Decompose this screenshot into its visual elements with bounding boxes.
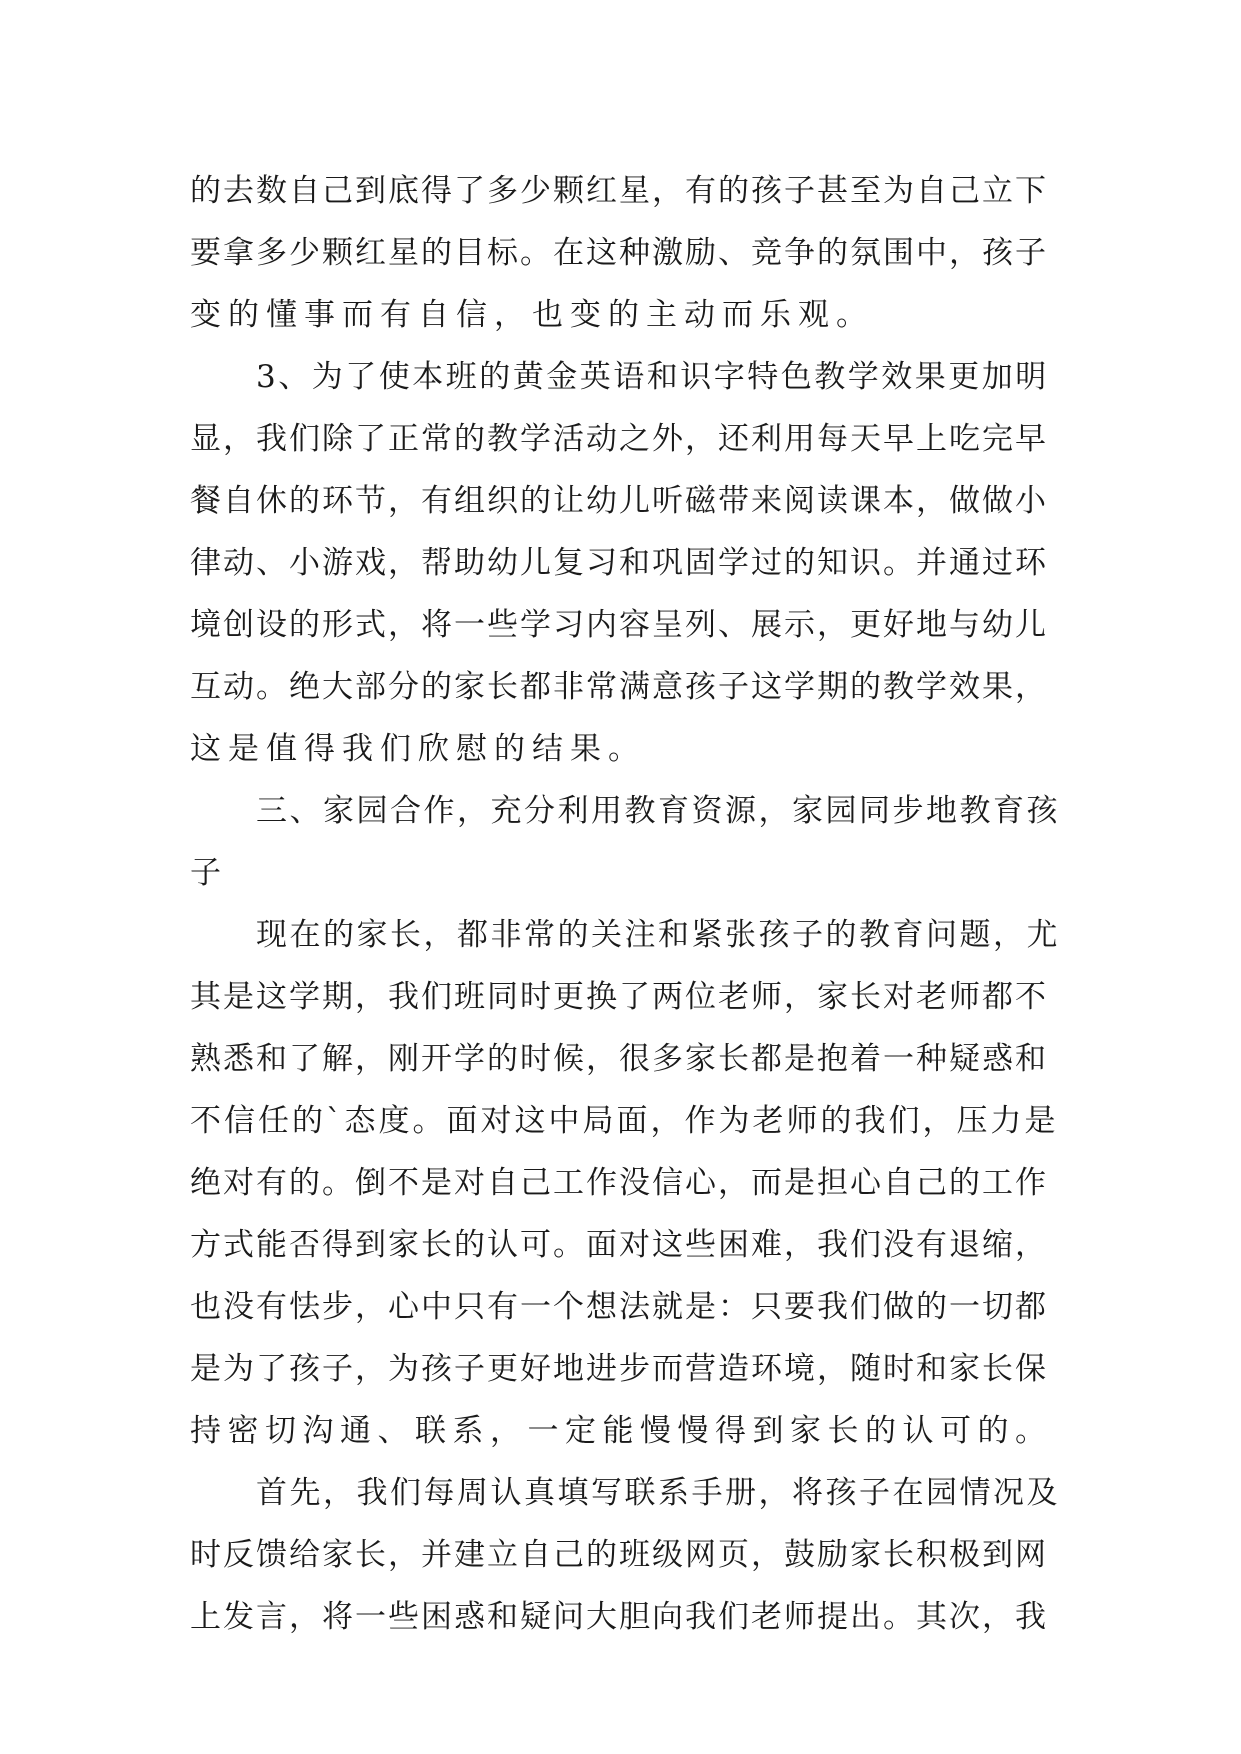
text-line: 熟悉和了解，刚开学的时候，很多家长都是抱着一种疑惑和 xyxy=(190,1041,1048,1077)
text-line: 境创设的形式，将一些学习内容呈列、展示，更好地与幼儿 xyxy=(190,607,1048,643)
text-line: 绝对有的。倒不是对自己工作没信心，而是担心自己的工作 xyxy=(190,1165,1048,1201)
text-line: 其是这学期，我们班同时更换了两位老师，家长对老师都不 xyxy=(190,979,1048,1015)
text-line: 变的懂事而有自信，也变的主动而乐观。 xyxy=(190,297,874,333)
paragraph-first xyxy=(190,1462,1060,1648)
text-line: 律动、小游戏，帮助幼儿复习和巩固学过的知识。并通过环 xyxy=(190,545,1048,581)
text-line: 3、为了使本班的黄金英语和识字特色教学效果更加明 xyxy=(256,359,1049,395)
section-heading-3 xyxy=(190,780,1060,904)
text-line: 上发言，将一些困惑和疑问大胆向我们老师提出。其次，我 xyxy=(190,1599,1048,1635)
text-line: 是为了孩子，为孩子更好地进步而营造环境，随时和家长保 xyxy=(190,1351,1048,1387)
text-line: 现在的家长，都非常的关注和紧张孩子的教育问题，尤 xyxy=(256,917,1060,953)
text-line: 方式能否得到家长的认可。面对这些困难，我们没有退缩， xyxy=(190,1227,1048,1263)
paragraph-continuation xyxy=(190,160,1060,346)
text-line: 不信任的`态度。面对这中局面，作为老师的我们，压力是 xyxy=(190,1103,1059,1139)
text-line: 子 xyxy=(190,855,228,891)
text-line: 的去数自己到底得了多少颗红星，有的孩子甚至为自己立下 xyxy=(190,173,1048,209)
text-line: 三、家园合作，充分利用教育资源，家园同步地教育孩 xyxy=(256,793,1060,829)
text-line: 餐自休的环节，有组织的让幼儿听磁带来阅读课本，做做小 xyxy=(190,483,1048,519)
text-line: 持密切沟通、联系，一定能慢慢得到家长的认可的。 xyxy=(190,1413,1053,1449)
paragraph-parents xyxy=(190,904,1060,1462)
text-line: 这是值得我们欣慰的结果。 xyxy=(190,731,646,767)
document-body xyxy=(190,160,1060,1648)
paragraph-item-3 xyxy=(190,346,1060,780)
text-line: 首先，我们每周认真填写联系手册，将孩子在园情况及 xyxy=(256,1475,1060,1511)
text-line: 也没有怯步，心中只有一个想法就是：只要我们做的一切都 xyxy=(190,1289,1048,1325)
text-line: 互动。绝大部分的家长都非常满意孩子这学期的教学效果， xyxy=(190,669,1048,705)
text-line: 显，我们除了正常的教学活动之外，还利用每天早上吃完早 xyxy=(190,421,1048,457)
text-line: 时反馈给家长，并建立自己的班级网页，鼓励家长积极到网 xyxy=(190,1537,1048,1573)
text-line: 要拿多少颗红星的目标。在这种激励、竞争的氛围中，孩子 xyxy=(190,235,1048,271)
